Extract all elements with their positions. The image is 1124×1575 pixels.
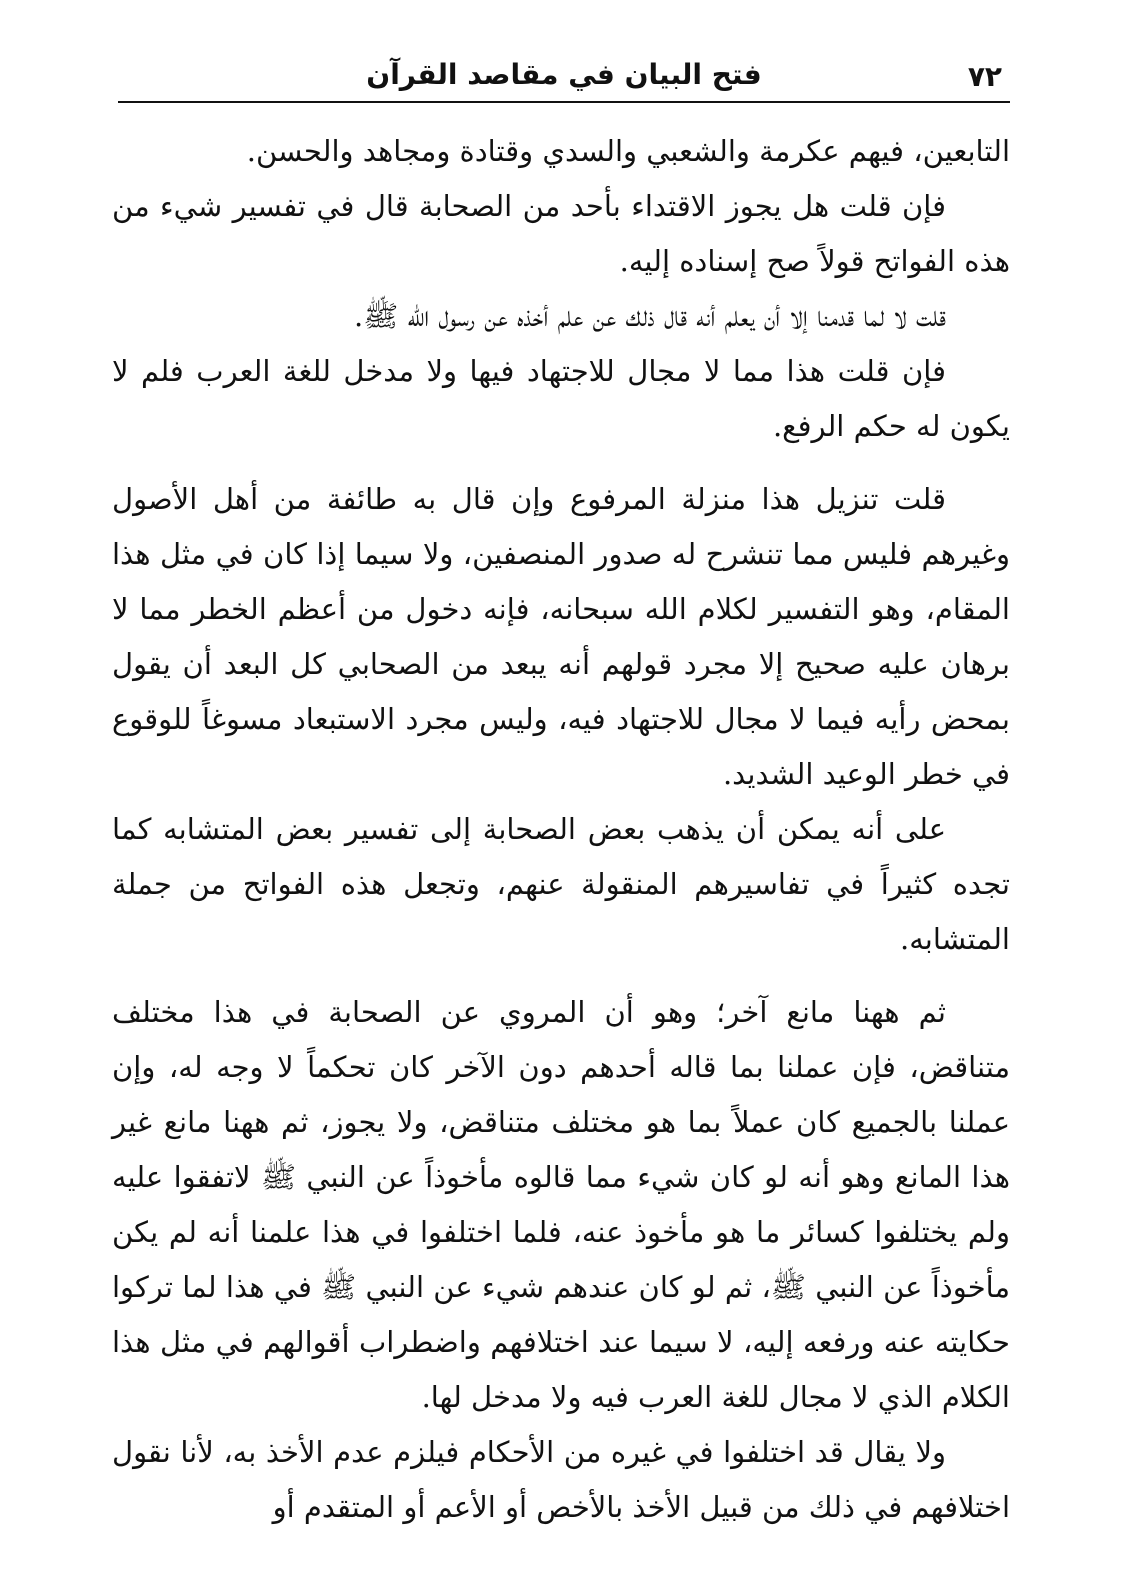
book-title: فتح البيان في مقاصد القرآن [366,58,762,91]
paragraph-another-obstacle: ثم ههنا مانع آخر؛ وهو أن المروي عن الصحابة في هذا مختلف متناقض، فإن عملنا بما قاله أحدهم دون الآخر كان تحكماً لا وجه له، وإن عملنا بالجميع كان عملاً بما هو مختلف متناقض، ولا يجوز، ثم ههنا مانع غير هذا المانع وهو أنه لو كان شيء مما قالوه مأخوذاً عن النبي ﷺ لاتفقوا عليه ولم يختلفوا كسائر ما هو مأخوذ عنه، فلما اختلفوا في هذا علمنا أنه لم يكن مأخوذاً عن النبي ﷺ، ثم لو كان عندهم شيء عن النبي ﷺ في هذا لما تركوا حكايته عنه ورفعه إليه، لا سيما عند اختلافهم واضطراب أقوالهم في مثل هذا الكلام الذي لا مجال للغة العرب فيه ولا مدخل لها. [112,995,1010,1414]
header-divider [118,101,1010,103]
running-header [118,58,1010,102]
paragraph-answer-2: قلت تنزيل هذا منزلة المرفوع وإن قال به طائفة من أهل الأصول وغيرهم فليس مما تنشرح له صدور المنصفين، ولا سيما إذا كان في مثل هذا المقام، وهو التفسير لكلام الله سبحانه، فإنه دخول من أعظم الخطر مما لا برهان عليه صحيح إلا مجرد قولهم أنه يبعد من الصحابي كل البعد أن يقول بمحض رأيه فيما لا مجال للاجتهاد فيه، وليس مجرد الاستبعاد مسوغاً للوقوع في خطر الوعيد الشديد. [112,482,1010,791]
paragraph-mutashabih: على أنه يمكن أن يذهب بعض الصحابة إلى تفسير بعض المتشابه كما تجده كثيراً في تفاسيرهم المنقولة عنهم، وتجعل هذه الفواتح من جملة المتشابه. [112,812,1010,956]
paragraph-question-1: فإن قلت هل يجوز الاقتداء بأحد من الصحابة قال في تفسير شيء من هذه الفواتح قولاً صح إسناده إليه. [112,189,1010,278]
paragraph-answer-1: قلت لا لما قدمنا إلا أن يعلم أنه قال ذلك عن علم أخذه عن رسول الله ﷺ. [353,299,946,333]
paragraph-question-2: فإن قلت هذا مما لا مجال للاجتهاد فيها ولا مدخل للغة العرب فلم لا يكون له حكم الرفع. [112,354,1010,443]
paragraph-continuation: التابعين، فيهم عكرمة والشعبي والسدي وقتادة ومجاهد والحسن. [246,134,1010,168]
page-number: ٧٢ [967,60,1002,93]
paragraph-objection: ولا يقال قد اختلفوا في غيره من الأحكام فيلزم عدم الأخذ به، لأنا نقول اختلافهم في ذلك من قبيل الأخذ بالأخص أو الأعم أو المتقدم أو [112,1435,1010,1524]
body-text [112,124,1010,1535]
